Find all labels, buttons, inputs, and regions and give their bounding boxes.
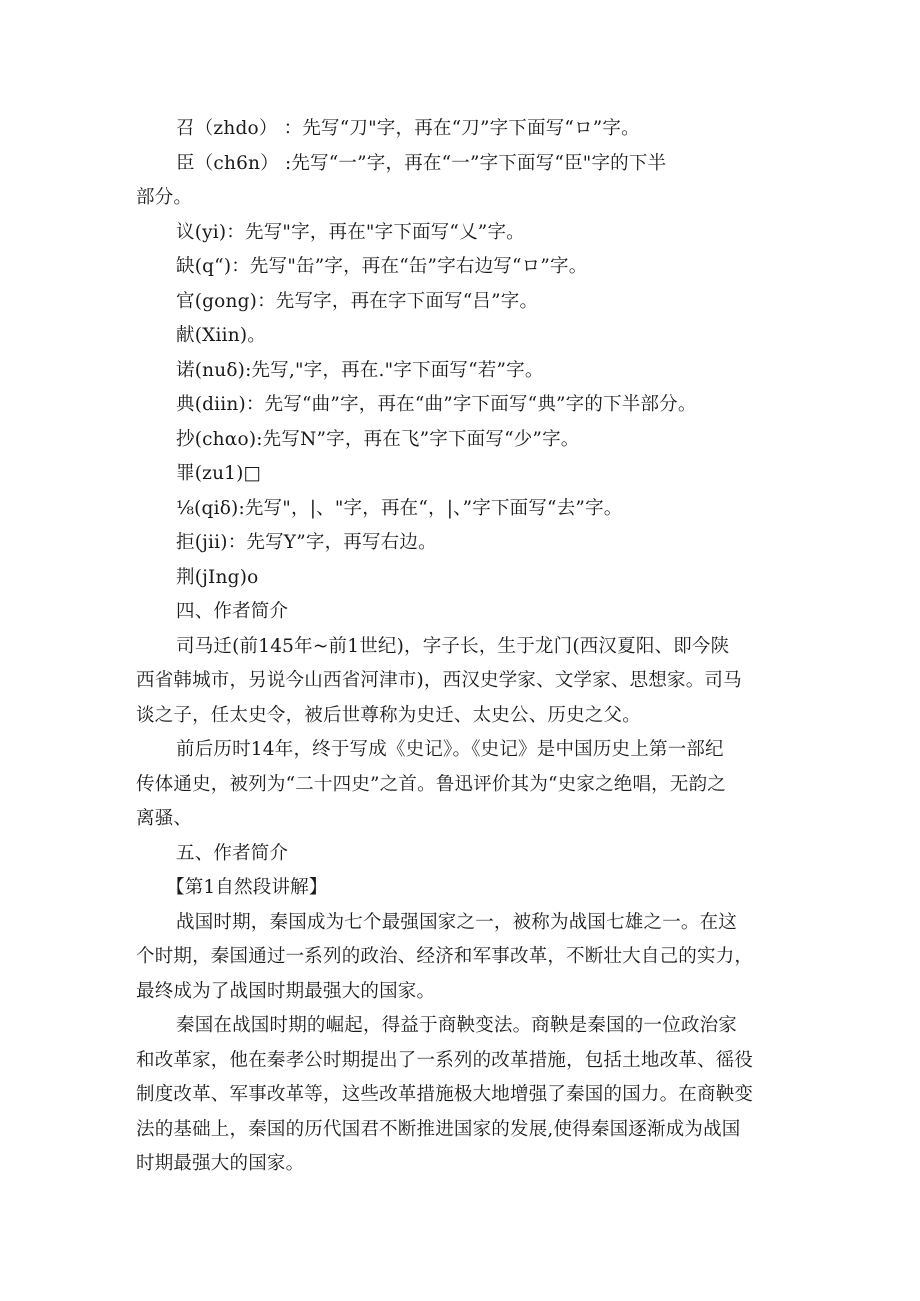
text-line: 献(Xiin)。 [176, 325, 266, 346]
text-line: 司马迁(前145年~前1世纪)，字子长，生于龙门(西汉夏阳、即今陕 [176, 635, 730, 657]
text-line: 议(yi)：先写"字，再在"字下面写“乂”字。 [176, 221, 525, 243]
text-line: 最终成为了战国时期最强大的国家。 [136, 980, 436, 1002]
text-line: ⅛(qiδ):先写"，|、"字，再在“，|、”字下面写“去”字。 [176, 497, 623, 519]
text-line: 西省韩城市，另说今山西省河津市)，西汉史学家、文学家、思想家。司马 [136, 670, 742, 691]
paragraph-heading: 【第1自然段讲解】 [166, 877, 328, 898]
text-line: 召（zhdo） ：先写“刀"字，再在“刀”字下面写“ロ”字。 [176, 118, 640, 139]
section-heading: 五、作者简介 [176, 842, 289, 864]
document-body [136, 112, 796, 1182]
text-line: 和改革家，他在秦孝公时期提出了一系列的改革措施，包括土地改革、徭役 [136, 1049, 754, 1071]
text-line: 个时期，秦国通过一系列的政治、经济和军事改革，不断壮大自己的实力， [136, 946, 754, 967]
text-line: 秦国在战国时期的崛起，得益于商鞅变法。商鞅是秦国的一位政治家 [176, 1015, 738, 1036]
text-line: 法的基础上，秦国的历代国君不断推进国家的发展,使得秦国逐渐成为战国 [136, 1118, 741, 1140]
text-line: 传体通史，被列为“二十四史”之首。鲁迅评价其为“史家之绝唱，无韵之 [136, 773, 726, 795]
text-line: 制度改革、军事改革等，这些改革措施极大地增强了秦国的国力。在商鞅变 [136, 1084, 754, 1105]
text-line: 荆(jIng)o [176, 566, 259, 588]
text-line: 臣（ch6n） :先写“一”字，再在“一”字下面写“臣"字的下半 [176, 152, 667, 174]
text-line: 抄(chαo):先写N”字，再在飞”字下面写“少”字。 [176, 428, 580, 450]
text-line: 前后历时14年，终于写成《史记》。《史记》是中国历史上第一部纪 [176, 739, 724, 760]
text-line: 典(diin)：先写“曲”字，再在“曲”字下面写“典”字的下半部分。 [176, 394, 697, 415]
text-line: 官(gong)：先写字，再在字下面写“吕”字。 [176, 290, 539, 312]
text-line: 诺(nuδ):先写,"字，再在."字下面写“若”字。 [176, 359, 544, 381]
text-line: 罪(zu1)□ [176, 463, 262, 484]
section-heading: 四、作者简介 [176, 601, 289, 622]
text-line: 谈之子，任太史令，被后世尊称为史迁、太史公、历史之父。 [136, 704, 641, 726]
text-line: 时期最强大的国家。 [136, 1153, 305, 1174]
text-line: 战国时期，秦国成为七个最强国家之一，被称为战国七雄之一。在这 [176, 911, 738, 933]
text-line: 缺(q“)：先写"缶”字，再在“缶”字右边写“ロ”字。 [176, 256, 588, 277]
text-line: 拒(jii)：先写Y”字，再写右边。 [176, 532, 437, 553]
text-line: 离骚、 [136, 808, 193, 829]
text-line: 部分。 [136, 187, 193, 208]
